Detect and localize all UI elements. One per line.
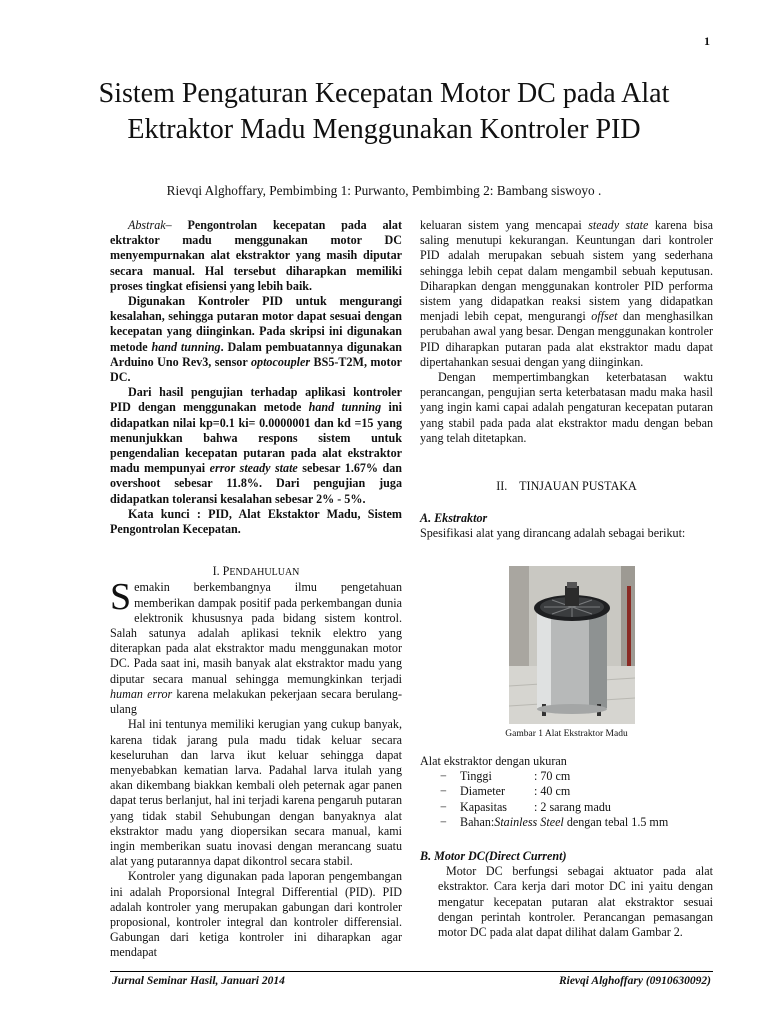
section-heading-pendahuluan: I. PENDAHULUAN — [212, 564, 300, 579]
intro-paragraph-4: keluaran sistem yang mencapai steady state karena bisa saling menutupi kekurangan. Keuntungan dari kontroler PID adalah merupakan sebuah sistem yang sederhana sehingga lebih cepat dalam mengambil sebuah keputusan. Diharapkan dengan menggunakan kontroler PID performa sistem yang didapatkan reaksi sistem yang didapatkan menjadi lebih cepat, mengurangi offset dan menghasilkan perubahan awal yang besar. Dengan menggunakan kontroler PID diharapkan putaran pada alat ekstraktor madu dapat dipertahankan sesuai dengan yang diinginkan. — [420, 218, 713, 369]
spec-intro: Spesifikasi alat yang dirancang adalah sebagai berikut: — [420, 526, 686, 541]
spec-item: − Diameter : 40 cm — [440, 784, 713, 799]
left-column — [110, 218, 402, 961]
intro-paragraph-3: Kontroler yang digunakan pada laporan pengembangan ini adalah Proporsional Integral Differential (PID). PID adalah kontroler yang merupakan gabungan dari kontroler proposional, kontroler integral dan kontroler differensial. Gabungan dari ketiga kontroler ini diharapkan agar mendapat — [110, 869, 402, 960]
right-column-lower — [420, 754, 713, 940]
abstract-paragraph-2: Digunakan Kontroler PID untuk mengurangi kesalahan, sehingga putaran motor dapat sesuai dengan kecepatan yang diinginkan. Pada skripsi ini digunakan metode hand tunning. Dalam pembuatannya digunakan Arduino Uno Rev3, sensor optocoupler BS5-T2M, motor DC. — [110, 294, 402, 385]
paper-title: Sistem Pengaturan Kecepatan Motor DC pada Alat Ektraktor Madu Menggunakan Kontroler PID — [98, 78, 670, 145]
spec-item: − Tinggi : 70 cm — [440, 769, 713, 784]
spec-item: − Kapasitas : 2 sarang madu — [440, 800, 713, 815]
page-number: 1 — [704, 34, 710, 48]
figure-caption: Gambar 1 Alat Ekstraktor Madu — [505, 729, 628, 739]
abstract-paragraph-1: Abstrak– Pengontrolan kecepatan pada alat ektraktor madu menggunakan motor DC menyempurnakan alat ekstraktor yang masih diputar secara manual. Hal tersebut diharapkan memiliki proses tingkat efisiensi yang lebih baik. — [110, 218, 402, 293]
extractor-photo-illustration — [509, 566, 635, 724]
footer-journal: Jurnal Seminar Hasil, Januari 2014 — [112, 975, 285, 987]
intro-paragraph-5: Dengan mempertimbangkan keterbatasan waktu perancangan, pengujian serta keterbatasan madu maka hasil yang ingin kami capai adalah pengaturan kecepatan putaran yang stabil pada pada alat ekstraktor madu dengan beban yang telah ditetapkan. — [420, 370, 713, 445]
section-heading-tinjauan: II. TINJAUAN PUSTAKA — [496, 479, 637, 494]
abstract-label: Abstrak– — [128, 218, 172, 232]
motor-dc-paragraph: Motor DC berfungsi sebagai aktuator pada alat ekstraktor. Cara kerja dari motor DC ini yaitu dengan mengatur kecepatan putaran alat ekstraktor sesuai dengan perintah kontroler. Perancangan pemasangan motor DC pada alat dapat dilihat dalam Gambar 2. — [438, 864, 713, 940]
abstract-paragraph-3: Dari hasil pengujian terhadap aplikasi kontroler PID dengan menggunakan metode hand tunning ini didapatkan nilai kp=0.1 ki= 0.0000001 dan kd =15 yang menunjukkan bahwa respons sistem untuk pengendalian kecepatan putaran pada alat ekstraktor madu mempunyai error steady state sebesar 1.67% dan overshoot sebesar 11.8%. Dari pengujian juga didapatkan toleransi kesalahan sebesar 2% - 5%. — [110, 385, 402, 506]
author-line: Rievqi Alghoffary, Pembimbing 1: Purwanto, Pembimbing 2: Bambang siswoyo . — [166, 183, 602, 198]
spec-list — [420, 769, 713, 830]
spec-item-bahan: − Bahan:Stainless Steel dengan tebal 1.5 mm — [440, 815, 713, 830]
drop-cap: S — [110, 576, 132, 619]
figure-ekstraktor-photo — [509, 566, 635, 724]
keywords: Kata kunci : PID, Alat Ekstaktor Madu, Sistem Pengontrolan Kecepatan. — [110, 506, 402, 537]
dims-intro: Alat ekstraktor dengan ukuran — [420, 754, 567, 768]
subsection-ekstraktor: A. Ekstraktor — [420, 511, 488, 526]
intro-paragraph-1: Semakin berkembangnya ilmu pengetahuan memberikan dampak positif pada perkembangan dunia elektronik khususnya pada bidang sistem kontrol. Salah satunya adalah aplikasi teknik elektro yang diterapkan pada alat ekstraktor madu menggunakan motor DC. Pada saat ini, masih banyak alat ekstraktor madu yang diputar secara manual sehingga memungkinkan terjadi human error karena melakukan pekerjaan secara berulang-ulang — [110, 576, 402, 717]
right-column — [420, 218, 713, 542]
subsection-motor-dc: B. Motor DC(Direct Current) — [420, 849, 567, 864]
footer-divider — [110, 971, 713, 972]
intro-paragraph-2: Hal ini tentunya memiliki kerugian yang cukup banyak, karena tidak jarang pula madu tidak keluar secara keseluruhan dan larva ikut keluar sehingga dapat menyebabkan kematian larva. Padahal larva itulah yang akan dikembang biakkan kembali oleh peternak agar panen dapat terus berlanjut, hal ini terjadi karena pengaruh putaran yang tidak stabil Sehubungan dengan banyaknya alat ekstraktor madu yang diopersikan secara manual, kami ingin memberikan suatu inovasi dengan merancang suatu alat yang putarannya dapat dikontrol secara stabil. — [110, 717, 402, 869]
footer-author: Rievqi Alghoffary (0910630092) — [558, 975, 711, 987]
